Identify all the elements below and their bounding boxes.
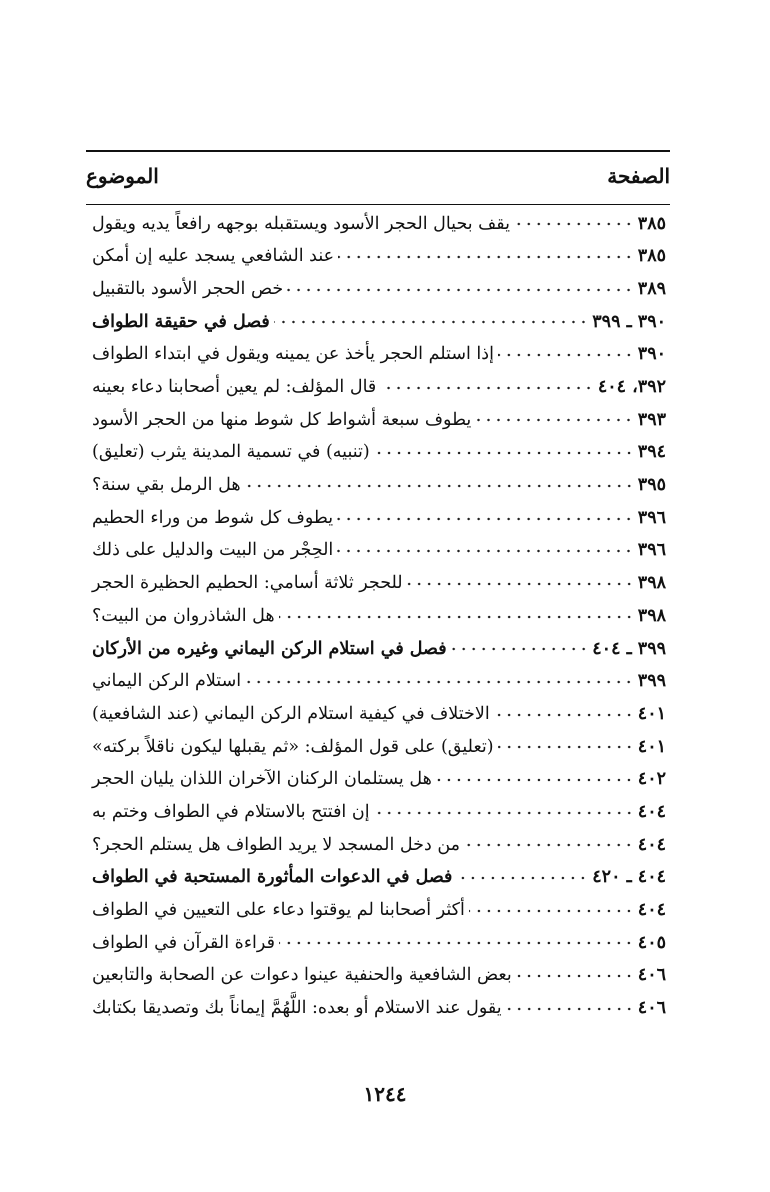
toc-entry-row (86, 535, 670, 568)
toc-entry-title: الحِجْر من البيت والدليل على ذلك (92, 540, 334, 561)
toc-entry-page: ٤٠٥ (637, 932, 666, 953)
header-bottom-rule (86, 204, 670, 205)
toc-entry-row (86, 993, 670, 1026)
toc-entry-title: يقول عند الاستلام أو بعده: اللَّهُمَّ إيماناً بك وتصديقا بكتابك (92, 998, 502, 1019)
page-number: ١٢٤٤ (363, 1082, 407, 1106)
toc-entry-row (86, 273, 670, 306)
toc-entry-title: يطوف سبعة أشواط كل شوط منها من الحجر الأسود (92, 409, 472, 430)
toc-entry-page: ٣٩٤ (637, 442, 666, 463)
toc-entry-page: ٣٩٥ (637, 475, 666, 496)
toc-entry-page: ٣٩٨ (637, 573, 666, 594)
header-top-rule (86, 150, 670, 152)
dot-leader (516, 973, 634, 979)
dot-leader (337, 548, 634, 554)
toc-entry-title: يطوف كل شوط من وراء الحطيم (92, 507, 334, 528)
toc-entry-title: (تنبيه) في تسمية المدينة يثرب (تعليق) (92, 442, 370, 463)
dot-leader (245, 679, 634, 685)
toc-list (86, 208, 670, 1025)
toc-entry-title: (تعليق) على قول المؤلف: «ثم يقبلها ليكون ناقلاً بركته» (92, 736, 494, 757)
toc-entry-page: ٣٨٥ (637, 213, 666, 234)
dot-leader (380, 385, 594, 391)
toc-entry-title: قراءة القرآن في الطواف (92, 932, 275, 953)
dot-leader (498, 352, 634, 358)
toc-entry-row (86, 698, 670, 731)
dot-leader (436, 777, 634, 783)
toc-entry-page: ٤٠٦ (637, 965, 666, 986)
toc-entry-row (86, 470, 670, 503)
toc-entry-page: ٤٠٤ (637, 900, 666, 921)
toc-entry-row (86, 568, 670, 601)
dot-leader (475, 417, 634, 423)
toc-entry-row (86, 731, 670, 764)
dot-leader (494, 712, 634, 718)
toc-entry-title: قال المؤلف: لم يعين أصحابنا دعاء بعينه (92, 377, 377, 398)
dot-leader (274, 319, 588, 325)
toc-entry-title: إذا استلم الحجر يأخذ عن يمينه ويقول في ابتداء الطواف (92, 344, 494, 365)
dot-leader (287, 287, 634, 293)
toc-entry-row (86, 437, 670, 470)
toc-entry-title: بعض الشافعية والحنفية عينوا دعوات عن الصحابة والتابعين (92, 965, 512, 986)
toc-entry-row (86, 764, 670, 797)
dot-leader (464, 842, 634, 848)
toc-entry-page: ٤٠٤ (637, 801, 666, 822)
toc-entry-title: هل يستلمان الركنان الآخران اللذان يليان الحجر (92, 769, 432, 790)
toc-entry-title: فصل في الدعوات المأثورة المستحبة في الطواف (92, 867, 453, 888)
dot-leader (506, 1006, 634, 1012)
toc-entry-page: ٣٩٢، ٤٠٤ (597, 377, 666, 398)
toc-entry-page: ٤٠١ (637, 703, 666, 724)
toc-entry-row (86, 927, 670, 960)
toc-entry-page: ٤٠٤ (637, 834, 666, 855)
toc-entry-title: للحجر ثلاثة أسامي: الحطيم الحظيرة الحجر (92, 573, 403, 594)
toc-entry-row (86, 796, 670, 829)
dot-leader (245, 483, 634, 489)
toc-entry-title: هل الشاذروان من البيت؟ (92, 605, 275, 626)
toc-entry-row (86, 502, 670, 535)
dot-leader (374, 810, 634, 816)
toc-section-row (86, 306, 670, 339)
dot-leader (337, 516, 634, 522)
dot-leader (451, 646, 589, 652)
dot-leader (338, 254, 634, 260)
toc-section-row (86, 633, 670, 666)
toc-entry-row (86, 666, 670, 699)
toc-entry-page: ٤٠٦ (637, 998, 666, 1019)
toc-entry-title: أكثر أصحابنا لم يوقتوا دعاء على التعيين في الطواف (92, 900, 465, 921)
dot-leader (279, 614, 634, 620)
toc-entry-row (86, 600, 670, 633)
toc-entry-row (86, 960, 670, 993)
toc-entry-page: ٣٩٦ (637, 540, 666, 561)
toc-entry-row (86, 894, 670, 927)
dot-leader (514, 221, 634, 227)
toc-entry-row (86, 208, 670, 241)
toc-entry-title: يقف بحيال الحجر الأسود ويستقبله بوجهه رافعاً يديه ويقول (92, 213, 511, 234)
toc-entry-page: ٤٠٤ ـ ٤٢٠ (592, 867, 666, 888)
dot-leader (279, 940, 634, 946)
toc-entry-page: ٣٨٩ (637, 278, 666, 299)
dot-leader (407, 581, 634, 587)
toc-entry-page: ٣٩٨ (637, 605, 666, 626)
toc-entry-title: فصل في استلام الركن اليماني وغيره من الأركان (92, 638, 447, 659)
toc-entry-row (86, 404, 670, 437)
dot-leader (498, 744, 634, 750)
dot-leader (374, 450, 634, 456)
toc-entry-page: ٤٠٢ (637, 769, 666, 790)
toc-entry-title: عند الشافعي يسجد عليه إن أمكن (92, 246, 335, 267)
toc-entry-row (86, 829, 670, 862)
toc-entry-title: إن افتتح بالاستلام في الطواف وختم به (92, 801, 370, 822)
page-column-label: الصفحة (607, 164, 670, 188)
toc-entry-page: ٣٩٠ ـ ٣٩٩ (592, 311, 666, 332)
toc-entry-row (86, 339, 670, 372)
toc-entry-title: هل الرمل بقي سنة؟ (92, 475, 241, 496)
toc-entry-title: فصل في حقيقة الطواف (92, 311, 270, 332)
toc-entry-row (86, 241, 670, 274)
dot-leader (469, 908, 634, 914)
toc-entry-title: استلام الركن اليماني (92, 671, 242, 692)
dot-leader (456, 875, 588, 881)
toc-entry-page: ٣٩٩ (637, 671, 666, 692)
toc-entry-page: ٤٠١ (637, 736, 666, 757)
toc-entry-title: من دخل المسجد لا يريد الطواف هل يستلم الحجر؟ (92, 834, 461, 855)
toc-entry-page: ٣٩٩ ـ ٤٠٤ (592, 638, 666, 659)
toc-entry-page: ٣٨٥ (637, 246, 666, 267)
toc-entry-page: ٣٩٦ (637, 507, 666, 528)
toc-entry-row (86, 371, 670, 404)
toc-header (86, 160, 670, 192)
toc-entry-page: ٣٩٣ (637, 409, 666, 430)
toc-section-row (86, 862, 670, 895)
topic-column-label: الموضوع (86, 164, 159, 188)
toc-entry-title: خص الحجر الأسود بالتقبيل (92, 278, 284, 299)
toc-entry-title: الاختلاف في كيفية استلام الركن اليماني (عند الشافعية) (92, 703, 490, 724)
toc-entry-page: ٣٩٠ (637, 344, 666, 365)
